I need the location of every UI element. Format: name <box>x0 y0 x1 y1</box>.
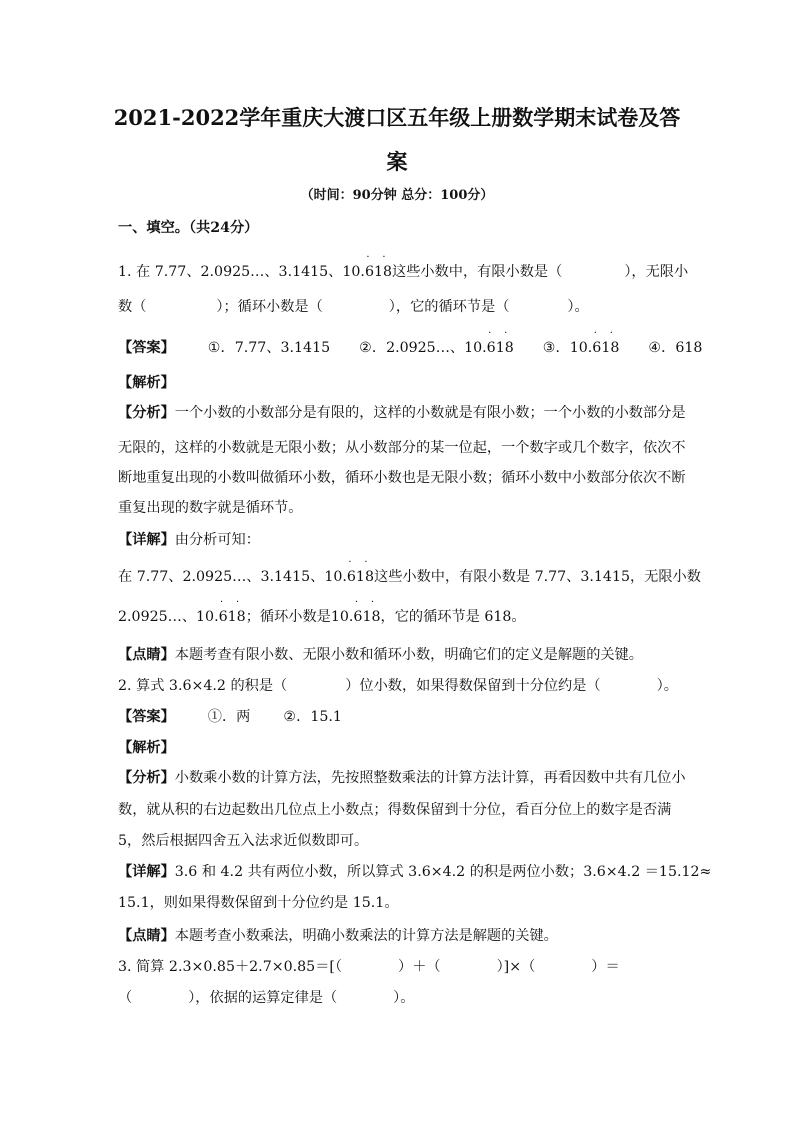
repeating-digits: 618 <box>364 264 393 280</box>
repeating-digits: 618 <box>346 569 374 585</box>
question-text: 1. 在 7.77、2.0925…、3.1415、 <box>118 264 343 280</box>
detail-line <box>118 530 678 550</box>
answer-item: ④．618 <box>648 340 703 356</box>
question-text: ）＝ <box>591 959 620 975</box>
answer-item: ②．15.1 <box>283 709 342 725</box>
note-line <box>118 926 678 946</box>
document-subtitle: （时间：90分钟 总分：100分） <box>300 188 494 203</box>
repeat-dot: · <box>504 328 508 339</box>
repeating-prefix: 10. <box>324 569 347 585</box>
detail-text: ，它的循环节是 618。 <box>380 609 526 625</box>
question-1-answer <box>118 328 703 358</box>
answer-item: ①．7.77、3.1415 <box>207 340 331 356</box>
answer-item: ②．2.0925…、 <box>359 340 465 356</box>
repeating-digits: 618 <box>592 340 620 356</box>
repeating-digits: 618 <box>353 609 381 625</box>
repeating-prefix: 10. <box>330 609 354 625</box>
question-text: ）位小数，如果得数保留到十分位约是（ <box>345 678 601 694</box>
repeating-digits: 618 <box>486 340 514 356</box>
fenxi-label: 【分析】 <box>118 770 175 786</box>
note-text: 本题考查有限小数、无限小数和循环小数，明确它们的定义是解题的关键。 <box>174 647 643 663</box>
question-text: ），它的循环节是（ <box>388 299 510 315</box>
repeating-digits: 618 <box>218 609 246 625</box>
repeating-decimal <box>464 328 514 358</box>
detail-line <box>118 862 712 882</box>
dianjing-label: 【点睛】 <box>118 928 175 944</box>
detail-line <box>118 557 701 587</box>
analysis-line: 断地重复出现的小数叫做循环小数，循环小数也是无限小数；循环小数中小数部分依次不断 <box>118 470 686 486</box>
answer-label: 【答案】 <box>118 709 175 725</box>
repeat-dot: · <box>366 252 370 263</box>
question-text: 这些小数中，有限小数是（ <box>392 264 563 280</box>
question-1-line2 <box>118 297 678 317</box>
question-text: ）。 <box>393 990 415 1006</box>
question-3-line2 <box>118 988 678 1008</box>
repeating-prefix: 10. <box>196 609 219 625</box>
question-text: ）]×（ <box>496 959 536 975</box>
detail-text: 2.0925…、 <box>118 609 197 625</box>
fenxi-label: 【分析】 <box>118 405 175 421</box>
question-text: 数（ <box>118 299 147 315</box>
answer-item: ①．两 <box>207 709 251 725</box>
repeat-dot: · <box>488 328 492 339</box>
analysis-line: 数，就从积的右边起数出几位点上小数点；得数保留到十分位，看百分位上的数字是否满 <box>118 802 672 818</box>
detail-line: 15.1，则如果得数保留到十分位约是 15.1。 <box>118 895 399 911</box>
analysis-line <box>118 768 686 788</box>
repeat-dot: · <box>382 252 386 263</box>
repeat-dot: · <box>593 328 597 339</box>
question-2-line1 <box>118 676 678 696</box>
note-line <box>118 645 678 665</box>
repeating-decimal <box>196 597 246 627</box>
repeat-dot: · <box>236 597 240 608</box>
question-text: ）。 <box>656 678 678 694</box>
analysis-line <box>118 403 686 423</box>
answer-label: 【答案】 <box>118 340 175 356</box>
note-text: 本题考查小数乘法，明确小数乘法的计算方法是解题的关键。 <box>174 928 558 944</box>
analysis-text: 一个小数的小数部分是有限的，这样的小数就是有限小数；一个小数的小数部分是 <box>174 405 686 421</box>
xiangjie-label: 【详解】 <box>118 864 175 880</box>
repeat-dot: · <box>220 597 224 608</box>
repeating-decimal <box>342 252 393 282</box>
repeating-prefix: 10. <box>342 264 365 280</box>
repeating-decimal <box>330 597 381 627</box>
analysis-label: 【解析】 <box>118 740 175 756</box>
section-heading: 一、填空。（共24分） <box>118 220 259 236</box>
analysis-line: 5，然后根据四舍五入法求近似数即可。 <box>118 833 369 849</box>
repeating-decimal <box>569 328 620 358</box>
detail-text: 在 7.77、2.0925…、3.1415、 <box>118 569 325 585</box>
question-text: 2. 算式 3.6×4.2 的积是（ <box>118 678 288 694</box>
question-text: ）＋（ <box>398 959 441 975</box>
detail-text: 由分析可知： <box>174 532 260 548</box>
question-text: （ <box>118 990 133 1006</box>
detail-line <box>118 597 678 627</box>
repeat-dot: · <box>364 557 368 568</box>
question-text: ），无限小 <box>624 264 689 280</box>
repeating-prefix: 10. <box>569 340 593 356</box>
detail-text: 这些小数中，有限小数是 7.77、3.1415，无限小数 <box>374 569 701 585</box>
analysis-line: 无限的，这样的小数就是无限小数；从小数部分的某一位起，一个数字或几个数字，依次不 <box>118 440 686 456</box>
answer-item: ③． <box>542 340 570 356</box>
question-3-line1 <box>118 957 678 977</box>
detail-text: ；循环小数是 <box>245 609 331 625</box>
repeat-dot: · <box>609 328 613 339</box>
question-text: 3. 简算 2.3×0.85＋2.7×0.85＝[（ <box>118 959 343 975</box>
document-title-line2: 案 <box>386 149 408 174</box>
question-text: ）。 <box>567 299 589 315</box>
repeating-prefix: 10. <box>464 340 487 356</box>
question-text: ）；循环小数是（ <box>216 299 323 315</box>
analysis-text: 小数乘小数的计算方法，先按照整数乘法的计算方法计算，再看因数中共有几位小 <box>174 770 686 786</box>
repeat-dot: · <box>370 597 375 608</box>
repeat-dot: · <box>348 557 352 568</box>
analysis-label: 【解析】 <box>118 375 175 391</box>
xiangjie-label: 【详解】 <box>118 532 175 548</box>
question-text: ），依据的运算定律是（ <box>188 990 338 1006</box>
repeat-dot: · <box>354 597 359 608</box>
document-title-line1: 2021-2022学年重庆大渡口区五年级上册数学期末试卷及答 <box>113 105 681 130</box>
analysis-line: 重复出现的数字就是循环节。 <box>118 500 303 516</box>
dianjing-label: 【点睛】 <box>118 647 175 663</box>
question-1-line1 <box>118 252 689 282</box>
repeating-decimal <box>324 557 374 587</box>
detail-text: 3.6 和 4.2 共有两位小数，所以算式 3.6×4.2 的积是两位小数；3.6×4.2 ＝15.12≈ <box>174 864 712 880</box>
question-2-answer <box>118 707 678 727</box>
